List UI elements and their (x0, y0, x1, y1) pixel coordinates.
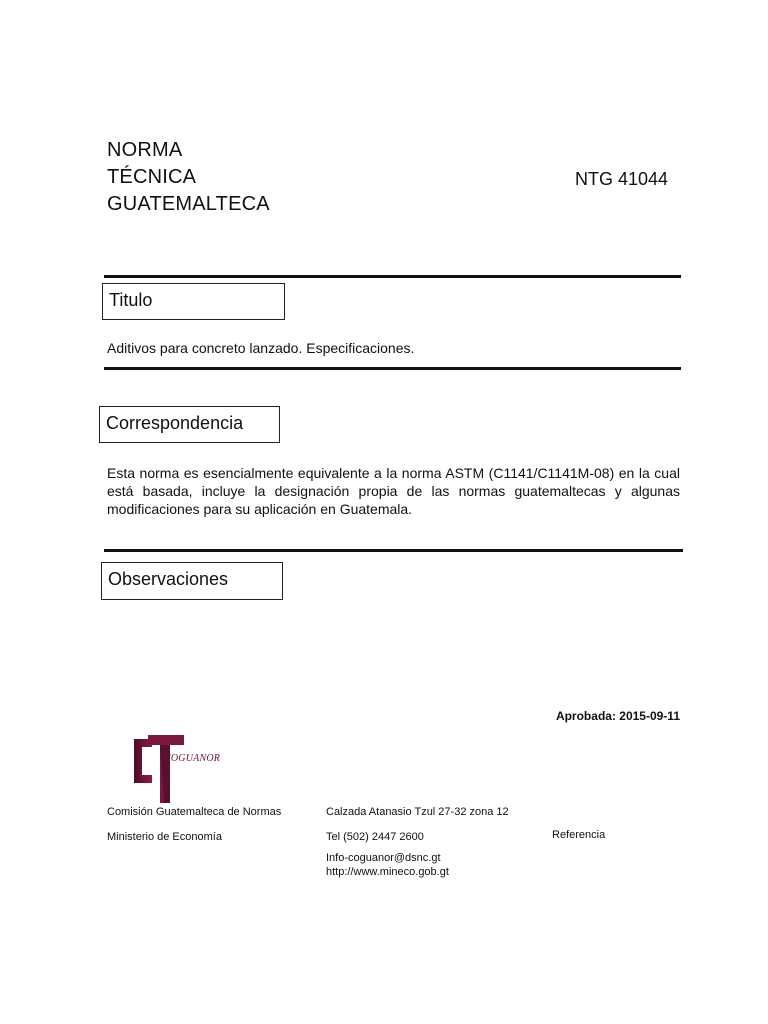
title-line-tecnica: TÉCNICA (107, 166, 197, 188)
footer-comision: Comisión Guatemalteca de Normas (107, 806, 282, 818)
divider-middle (104, 367, 681, 370)
coguanor-logo-mark (124, 733, 221, 805)
logo-wordmark: COGUANOR (164, 753, 221, 764)
divider-top (104, 275, 681, 278)
correspondencia-label-box: Correspondencia (99, 406, 280, 443)
standard-code: NTG 41044 (575, 169, 669, 189)
correspondencia-text: Esta norma es esencialmente equivalente a la norma ASTM (C1141/C1141M-08) en la cual está basada, incluye la designación propia de las normas guatemaltecas y algunas modificaciones para su aplicación en Guatemala. (107, 465, 680, 517)
document-title (107, 137, 270, 218)
footer-website-link[interactable]: http://www.mineco.gob.gt (326, 866, 449, 878)
footer-phone: Tel (502) 2447 2600 (326, 831, 424, 843)
title-line-guatemalteca: GUATEMALTECA (107, 193, 270, 215)
titulo-label-box: Titulo (102, 283, 285, 320)
approval-date: Aprobada: 2015-09-11 (555, 709, 680, 723)
divider-bottom (104, 549, 683, 552)
footer-ministerio: Ministerio de Economía (107, 831, 222, 843)
title-line-norma: NORMA (107, 139, 183, 161)
footer-email-link[interactable]: Info-coguanor@dsnc.gt (326, 852, 441, 864)
footer-address: Calzada Atanasio Tzul 27-32 zona 12 (326, 806, 509, 818)
titulo-text: Aditivos para concreto lanzado. Especificaciones. (107, 340, 415, 356)
footer-referencia: Referencia (552, 829, 606, 841)
coguanor-logo (124, 733, 221, 805)
observaciones-label-box: Observaciones (101, 562, 283, 600)
